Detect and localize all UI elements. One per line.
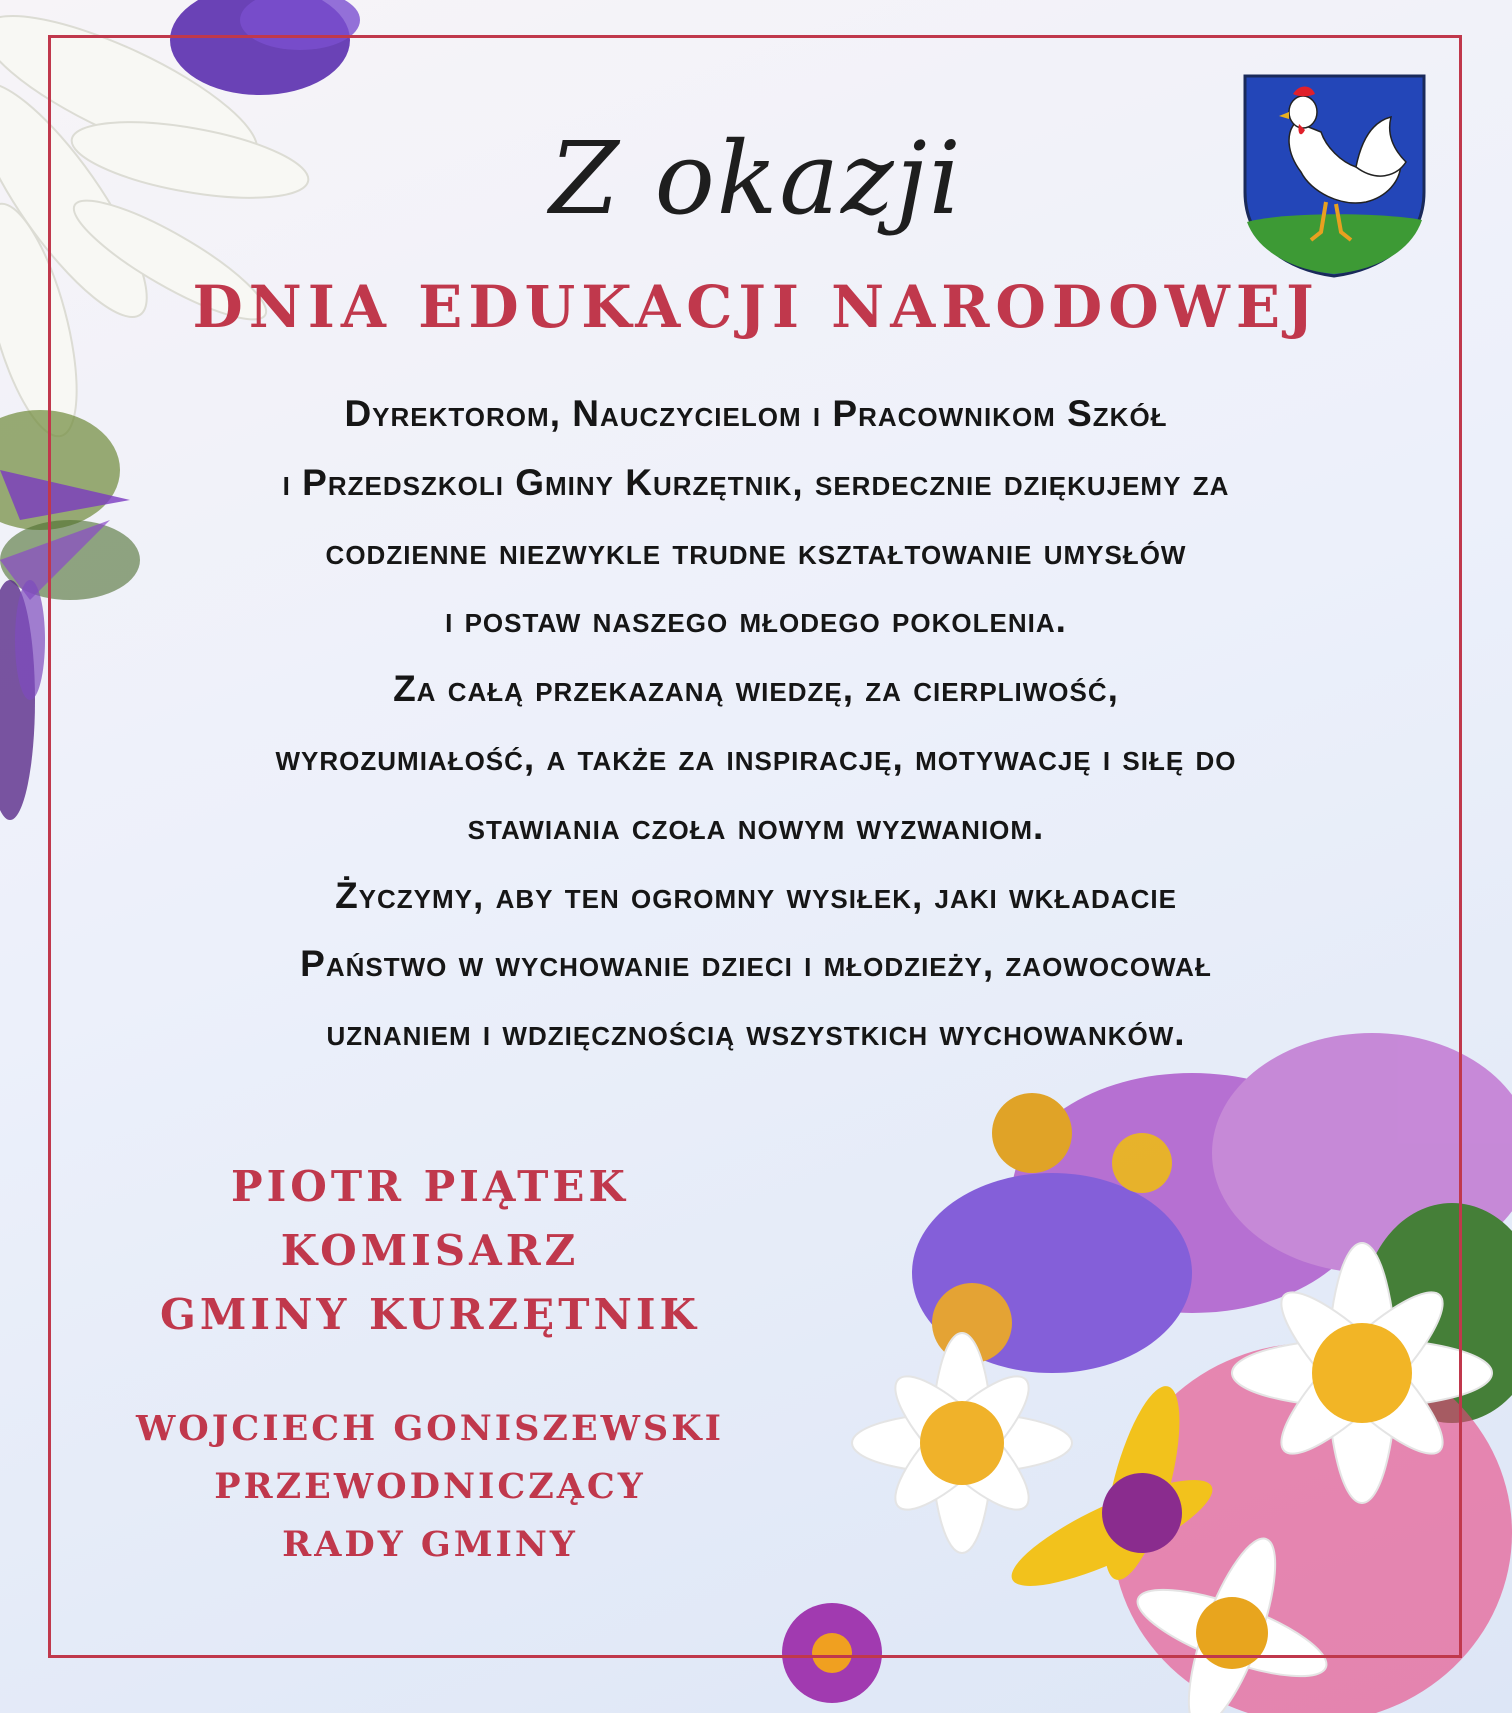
message-line: stawiania czoła nowym wyzwaniom.: [467, 805, 1045, 847]
message-line: uznaniem i wdzięcznością wszystkich wychowanków.: [326, 1012, 1186, 1054]
message-line: Życzymy, aby ten ogromny wysiłek, jaki wkładacie: [335, 874, 1177, 916]
signature-name: WOJCIECH GONISZEWSKI: [136, 1408, 724, 1449]
signature-name: PIOTR PIĄTEK: [231, 1162, 629, 1211]
signature-role: RADY GMINY: [282, 1524, 578, 1565]
message-line: wyrozumiałość, a także za inspirację, motywację i siłę do: [275, 736, 1237, 778]
signature-role: GMINY KURZĘTNIK: [159, 1290, 700, 1339]
page-title: DNIA EDUKACJI NARODOWEJ: [192, 273, 1320, 341]
message-line: i postaw naszego młodego pokolenia.: [445, 599, 1067, 641]
signature-role: PRZEWODNICZĄCY: [214, 1466, 646, 1507]
message-line: codzienne niezwykle trudne kształtowanie umysłów: [325, 530, 1187, 572]
message-body: [80, 380, 1432, 1068]
script-heading: Z okazji: [549, 120, 963, 237]
message-line: i Przedszkoli Gminy Kurzętnik, serdecznie dziękujemy za: [282, 461, 1230, 503]
signature-block: [140, 1155, 720, 1347]
message-line: Dyrektorom, Nauczycielom i Pracownikom Szkół: [344, 393, 1168, 434]
signature-role: KOMISARZ: [280, 1226, 580, 1275]
signature-block: [130, 1400, 730, 1574]
message-line: Za całą przekazaną wiedzę, za cierpliwość,: [393, 668, 1119, 710]
message-line: Państwo w wychowanie dzieci i młodzieży, zaowocował: [300, 943, 1212, 985]
